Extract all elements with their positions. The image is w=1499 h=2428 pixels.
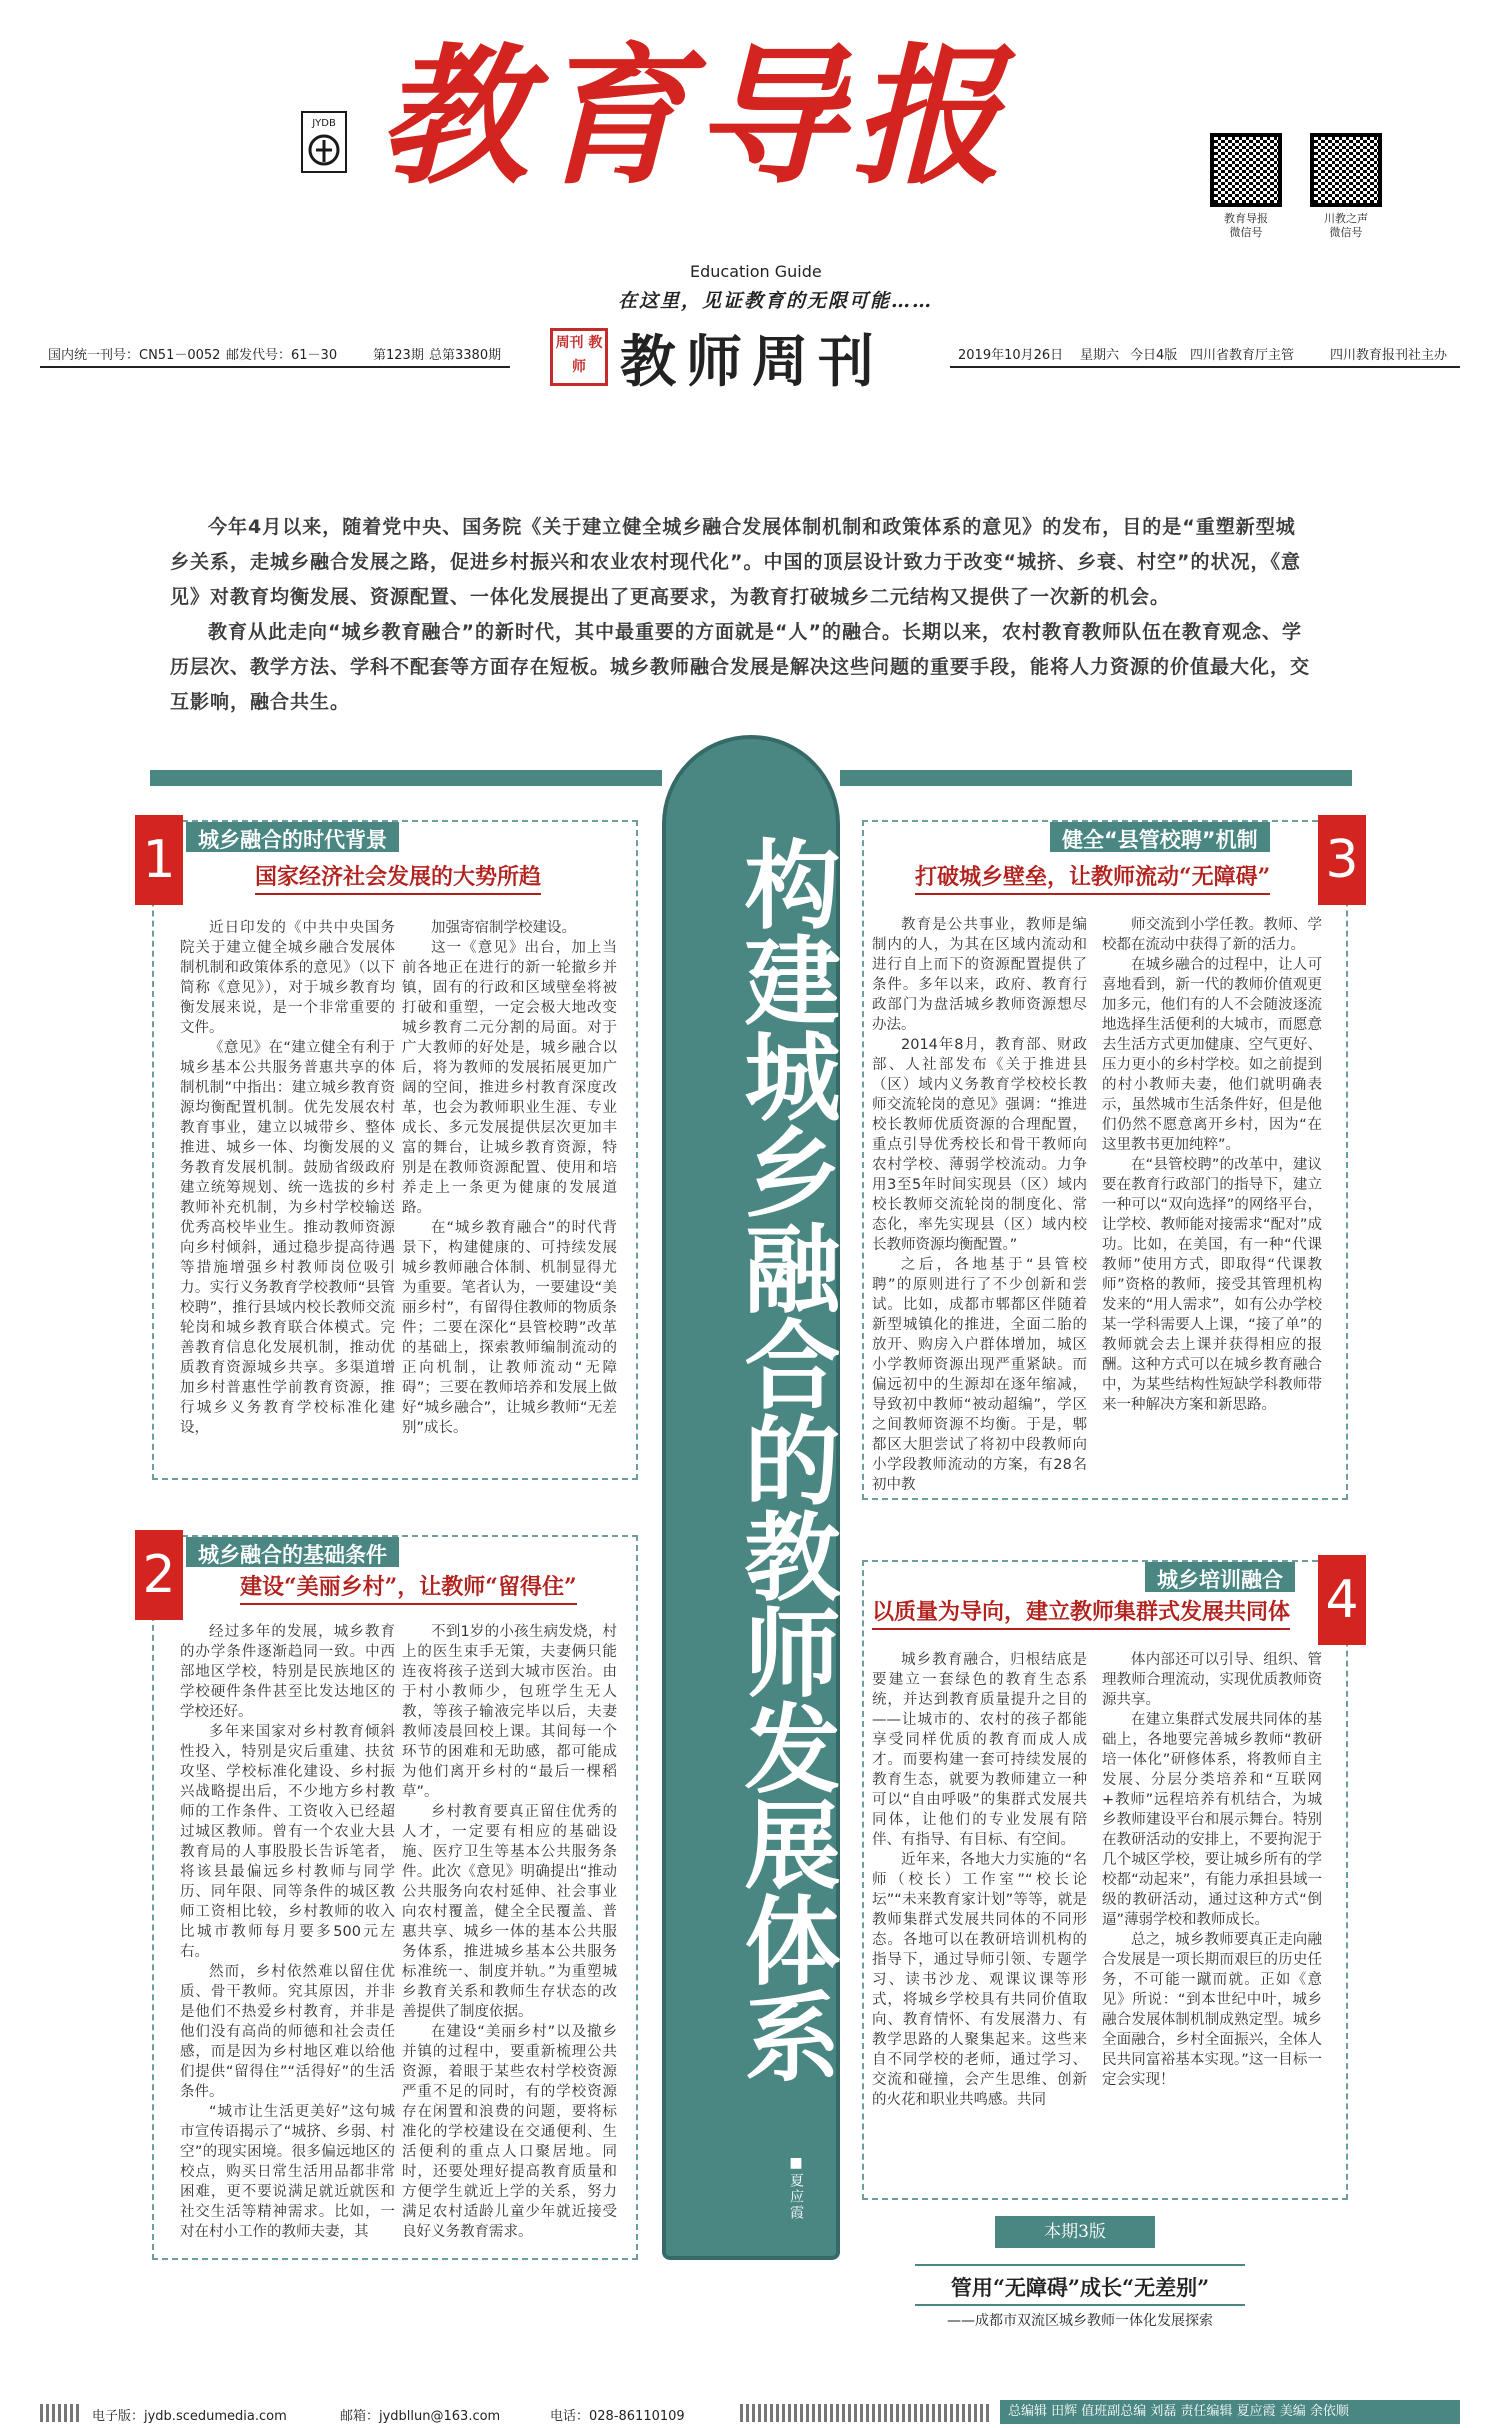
right-ribbon [840, 770, 1352, 786]
section-4-tag: 城乡培训融合 [1145, 1562, 1295, 1592]
issue-date: 2019年10月26日 [958, 348, 1064, 363]
section-1-subtitle: 国家经济社会发展的大势所趋 [255, 860, 541, 895]
newspaper-logo-icon [300, 110, 348, 174]
section-3-col-1: 教育是公共事业，教师是编制内的人，为其在区域内流动和进行自上而下的资源配置提供了条件。多年以来，政府、教育行政部门为盘活城乡教师资源想尽办法。 2014年8月，教育部、财政部、人社部发布《关于推进县（区）域内义务教育学校校长教师交流轮岗的意见》强调：“推进校长教师优质资源的合理配置，重点引导优秀校长和骨干教师向农村学校、薄弱学校流动。力争用3至5年时间实现县（区）域内校长教师交流轮岗的制度化、常态化，率先实现县（区）域内校长教师资源均衡配置。” 之后，各地基于“县管校聘”的原则进行了不少创新和尝试。比如，成都市郫都区伴随着新型城镇化的推进，全面二胎的放开、购房入户群体增加，城区小学教师资源出现严重紧缺。而偏远初中的生源却在逐年缩减，导致初中教师“被动超编”，学区之间教师资源不均衡。于是，郫都区大胆尝试了将初中段教师向小学段教师流动的方案，有28名初中教 [872, 917, 1087, 1493]
section-2-tag: 城乡融合的基础条件 [186, 1537, 399, 1567]
left-ribbon [150, 770, 662, 786]
issue-preview[interactable] [915, 2216, 1245, 2334]
weekly-title: 教师周刊 [620, 329, 884, 395]
sponsor: 四川省教育厅主管 [1190, 348, 1295, 363]
issue-preview-title: 管用“无障碍”成长“无差别” [915, 2264, 1245, 2302]
total-issue: 总第3380期 [429, 348, 502, 363]
section-2-col-1: 经过多年的发展，城乡教育的办学条件逐渐趋同一致。中西部地区学校，特别是民族地区的学校硬件条件甚至比发达地区的学校还好。 多年来国家对乡村教育倾斜性投入，特别是灾后重建、扶贫攻坚、学校标准化建设、乡村振兴战略提出后，不少地方乡村教师的工作条件、工资收入已经超过城区教师。曾有一个农业大县教育局的人事股股长告诉笔者，将该县最偏远乡村教师与同学历、同年限、同等条件的城区教师工资相比较，乡村教师的收入比城市教师每月要多500元左右。 然而，乡村依然难以留住优质、骨干教师。究其原因，并非是他们不热爱乡村教育，并非是他们没有高尚的师德和社会责任感，而是因为乡村地区难以给他们提供“留得住”“活得好”的生活条件。 “城市让生活更美好”这句城市宣传语揭示了“城挤、乡弱、村空”的现实困境。很多偏远地区的校点，购买日常生活用品都非常困难，更不要说满足就近就医和社交生活等精神需求。比如，一对在村小工作的教师夫妻，其 [180, 1624, 395, 2240]
headline-pillar [662, 735, 840, 2260]
footer-email[interactable]: 邮箱：jydbllun@163.com [340, 2409, 501, 2424]
footer-website[interactable]: 电子版：jydb.scedumedia.com [92, 2409, 287, 2424]
postal-code: 邮发代号：61－30 [226, 348, 338, 363]
section-2-subtitle: 建设“美丽乡村”，让教师“留得住” [240, 1570, 577, 1605]
section-2-number: 2 [135, 1530, 183, 1620]
english-name: Education Guide [690, 262, 822, 281]
section-3-tag: 健全“县管校聘”机制 [1050, 822, 1270, 852]
weekday: 星期六 [1080, 348, 1120, 363]
section-1-number: 1 [135, 815, 183, 905]
footer-editors: 总编辑 田辉 值班副总编 刘磊 责任编辑 夏应霞 美编 余依顺 [1000, 2400, 1460, 2424]
issue-number: 第123期 [373, 348, 424, 363]
section-4-subtitle: 以质量为导向，建立教师集群式发展共同体 [872, 1595, 1290, 1630]
section-2-col-2: 不到1岁的小孩生病发烧，村上的医生束手无策，夫妻俩只能连夜将孩子送到大城市医治。由于村小教师少，包班学生无人教，等孩子输液完毕以后，夫妻教师凌晨回校上课。其间每一个环节的困难和无助感，都可能成为他们离开乡村的“最后一棵稻草”。 乡村教育要真正留住优秀的人才，一定要有相应的基础设施、医疗卫生等基本公共服务条件。此次《意见》明确提出“推动公共服务向农村延伸、社会事业向农村覆盖，健全全民覆盖、普惠共享、城乡一体的基本公共服务体系，推进城乡基本公共服务标准统一、制度并轨。”为重塑城乡教育关系和教师生存状态的改善提供了制度依据。 在建设“美丽乡村”以及撤乡并镇的过程中，要重新梳理公共资源，着眼于某些农村学校资源严重不足的同时，有的学校资源存在闲置和浪费的问题，要将标准化的学校建设在交通便利、生活便利的重点人口聚居地。同时，还要处理好提高教育质量和方便学生就近上学的关系，努力满足农村适龄儿童少年就近接受良好义务教育需求。 [402, 1624, 617, 2240]
intro-paragraph: 今年4月以来，随着党中央、国务院《关于建立健全城乡融合发展体制机制和政策体系的意见》的发布，目的是“重塑新型城乡关系，走城乡融合发展之路，促进乡村振兴和农业农村现代化”。中国的顶层设计致力于改变“城挤、乡衰、村空”的状况，《意见》对教育均衡发展、资源配置、一体化发展提出了更高要求，为教育打破城乡二元结构又提供了一次新的机会。 [170, 516, 1301, 608]
intro-paragraphs [170, 510, 1310, 720]
qr-code-chuanjiao[interactable] [1310, 133, 1382, 207]
weekly-seal: 周刊 教师 [550, 328, 608, 386]
intro-paragraph: 教育从此走向“城乡教育融合”的新时代，其中最重要的方面就是“人”的融合。长期以来，农村教育教师队伍在教育观念、学历层次、教学方法、学科不配套等方面存在短板。城乡教师融合发展是解决这些问题的重要手段，能将人力资源的价值最大化，交互影响，融合共生。 [170, 621, 1311, 713]
serial-number: 国内统一刊号：CN51－0052 [48, 348, 221, 363]
footer [40, 2400, 1460, 2426]
section-4-number: 4 [1318, 1555, 1366, 1645]
section-1-col-2: 加强寄宿制学校建设。 这一《意见》出台，加上当前各地正在进行的新一轮撤乡并镇，固有的行政和区域壁垒将被打破和重塑，一定会极大地改变城乡教育二元分割的局面。对于广大教师的好处是，城乡融合以后，将为教师的发展拓展更加广阔的空间，推进乡村教育深度改革，也会为教师职业生涯、专业成长、多元发展提供层次更加丰富的舞台，让城乡教育资源，特别是在教师资源配置、使用和培养走上一条更为健康的发展道路。 在“城乡教育融合”的时代背景下，构建健康的、可持续发展城乡教师融合体制、机制显得尤为重要。笔者认为，一要建设“美丽乡村”，有留得住教师的物质条件；二要在深化“县管校聘”改革的基础上，探索教师编制流动的正向机制，让教师流动“无障碍”；三要在教师培养和发展上做好“城乡融合”，让城乡教师“无差别”成长。 [402, 920, 617, 1436]
svg-text:JYDB: JYDB [312, 118, 336, 129]
section-4-col-2: 体内部还可以引导、组织、管理教师合理流动，实现优质教师资源共享。 在建立集群式发展共同体的基础上，各地要完善城乡教师“教研培一体化”研修体系，将教师自主发展、分层分类培养和“互联网+教师”远程培养有机结合，为城乡教师建设平台和展示舞台。特别在教研活动的安排上，不要拘泥于几个城区学校，要让城乡所有的学校都“动起来”，有能力承担县域一级的教研活动，通过这种方式“倒逼”薄弱学校和教师成长。 总之，城乡教师要真正走向融合发展是一项长期而艰巨的历史任务，不可能一蹴而就。正如《意见》所说：“到本世纪中叶，城乡融合发展体制机制成熟定型。城乡全面融合，乡村全面振兴，全体人民共同富裕基本实现。”这一目标一定会实现！ [1102, 1652, 1322, 2088]
headline: 构建城乡融合的教师发展体系 [729, 835, 841, 2083]
issue-preview-tag: 本期3版 [995, 2216, 1155, 2248]
slogan: 在这里，见证教育的无限可能…… [618, 290, 934, 312]
footer-decor-bars-right [740, 2404, 990, 2422]
qr-caption-chuanjiao: 川教之声 微信号 [1324, 212, 1368, 239]
page-count: 今日4版 [1130, 348, 1178, 363]
publisher: 四川教育报刊社主办 [1330, 348, 1448, 363]
section-3-subtitle: 打破城乡壁垒，让教师流动“无障碍” [915, 860, 1270, 895]
qr-caption-jydb: 教育导报 微信号 [1224, 212, 1268, 239]
section-4-col-1: 城乡教育融合，归根结底是要建立一套绿色的教育生态系统，并达到教育质量提升之目的——让城市的、农村的孩子都能享受同样优质的教育而成人成才。而要构建一套可持续发展的教育生态，就要为教师建立一种可以“自由呼吸”的集群式发展共同体，让他们的专业发展有陪伴、有指导、有目标、有空间。 近年来，各地大力实施的“名师（校长）工作室”“校长论坛”“未来教育家计划”等等，就是教师集群式发展共同体的不同形态。各地可以在教研培训机构的指导下，通过导师引领、专题学习、读书沙龙、观课议课等形式，将城乡学校具有共同价值取向、教育情怀、有发展潜力、有教学思路的人聚集起来。这些来自不同学校的老师，通过学习、交流和碰撞，会产生思维、创新的火花和职业共鸣感。共同 [872, 1652, 1087, 2108]
byline: ■夏应霞 [788, 2155, 804, 2221]
info-divider-left [40, 366, 510, 368]
issue-preview-subtitle: ——成都市双流区城乡教师一体化发展探索 [915, 2304, 1245, 2330]
footer-decor-bars [40, 2404, 80, 2422]
info-divider-right [950, 366, 1460, 368]
qr-code-jydb[interactable] [1210, 133, 1282, 207]
masthead [0, 0, 1499, 330]
section-1-col-1: 近日印发的《中共中央国务院关于建立健全城乡融合发展体制机制和政策体系的意见》（以下简称《意见》），对于城乡教育均衡发展来说，是一个非常重要的文件。 《意见》在“建立健全有利于城乡基本公共服务普惠共享的体制机制”中指出：建立城乡教育资源均衡配置机制。优先发展农村教育事业，建立以城带乡、整体推进、城乡一体、均衡发展的义务教育发展机制。鼓励省级政府建立统筹规划、统一选拔的乡村教师补充机制，为乡村学校输送优秀高校毕业生。推动教师资源向乡村倾斜，通过稳步提高待遇等措施增强乡村教师岗位吸引力。实行义务教育学校教师“县管校聘”，推行县域内校长教师交流轮岗和城乡教育联合体模式。完善教育信息化发展机制，推动优质教育资源城乡共享。多渠道增加乡村普惠性学前教育资源，推行城乡义务教育学校标准化建设， [180, 920, 395, 1436]
section-3-col-2: 师交流到小学任教。教师、学校都在流动中获得了新的活力。 在城乡融合的过程中，让人可喜地看到，新一代的教师价值观更加多元，他们有的人不会随波逐流地选择生活便利的大城市，而愿意去生活方式更加健康、空气更好、压力更小的乡村学校。如之前提到的村小教师夫妻，他们就明确表示，虽然城市生活条件好，但是他们仍然不愿意离开乡村，因为“在这里教书更加纯粹”。 在“县管校聘”的改革中，建议要在教育行政部门的指导下，建立一种可以“双向选择”的网络平台，让学校、教师能对接需求“配对”成功。比如，在美国，有一种“代课教师”使用方式，即取得“代课教师”资格的教师，接受其管理机构发来的“用人需求”，如有公办学校某一学科需要人上课，“接了单”的教师就会去上课并获得相应的报酬。这种方式可以在城乡教育融合中，为某些结构性短缺学科教师带来一种解决方案和新思路。 [1102, 917, 1322, 1413]
newspaper-title: 教育导报 [378, 29, 1011, 205]
section-3-number: 3 [1318, 815, 1366, 905]
footer-phone: 电话：028-86110109 [550, 2409, 685, 2424]
section-1-tag: 城乡融合的时代背景 [186, 822, 399, 852]
